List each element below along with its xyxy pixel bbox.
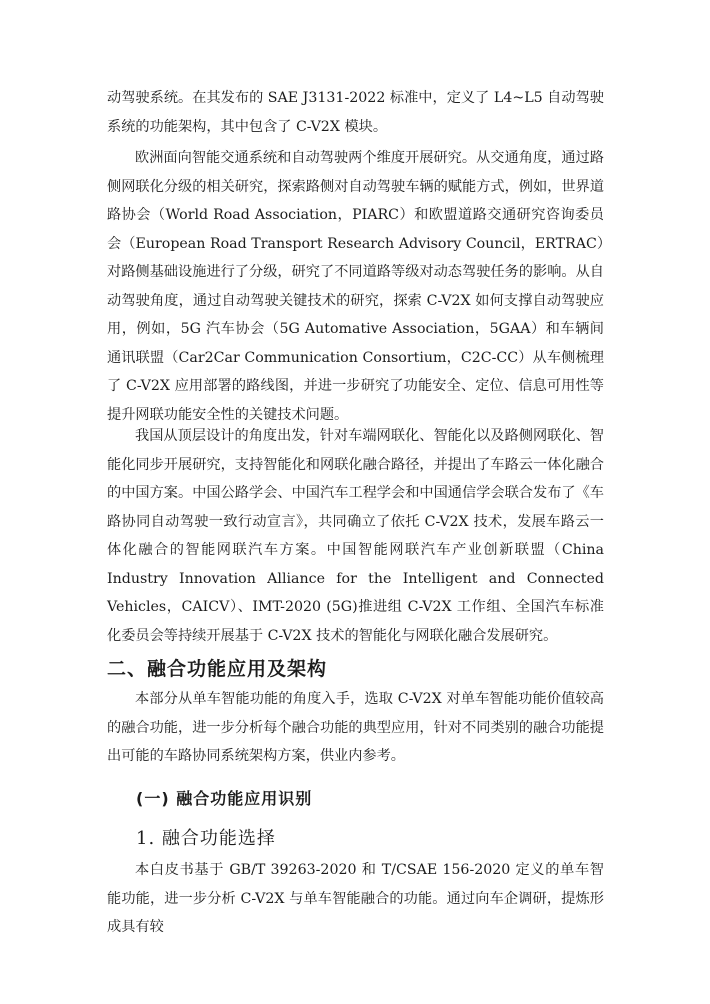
paragraph-china-approach: 我国从顶层设计的角度出发，针对车端网联化、智能化以及路侧网联化、智能化同步开展研究，支持智能化和网联化融合路径，并提出了车路云一体化融合的中国方案。中国公路学会、中国汽车工程学会和中国通信学会联合发布了《车路协同自动驾驶一致行动宣言》，共同确立了依托 C-V2X 技术，发展车路云一体化融合的智能网联汽车方案。中国智能网联汽车产业创新联盟（China Industry Innovation Alliance for the Intelligent and Connected Vehicles，CAICV）、IMT-2020 (5G)推进组 C-V2X 工作组、全国汽车标准化委员会等持续开展基于 C-V2X 技术的智能化与网联化融合发展研究。: [107, 428, 604, 644]
paragraph-sae-j3131: 动驾驶系统。在其发布的 SAE J3131-2022 标准中，定义了 L4~L5 自动驾驶系统的功能架构，其中包含了 C-V2X 模块。: [107, 90, 604, 135]
subsection-heading-identification: (一) 融合功能应用识别: [136, 789, 313, 808]
paragraph-europe-research: 欧洲面向智能交通系统和自动驾驶两个维度开展研究。从交通角度，通过路侧网联化分级的相关研究，探索路侧对自动驾驶车辆的赋能方式，例如，世界道路协会（World Road Association，PIARC）和欧盟道路交通研究咨询委员会（European Road Transport Research Advisory Council，ERTRAC）对路侧基础设施进行了分级，研究了不同道路等级对动态驾驶任务的影响。从自动驾驶角度，通过自动驾驶关键技术的研究，探索 C-V2X 如何支撑自动驾驶应用，例如，5G 汽车协会（5G Automative Association，5GAA）和车辆间通讯联盟（Car2Car Communication Consortium，C2C-CC）从车侧梳理了 C-V2X 应用部署的路线图，并进一步研究了功能安全、定位、信息可用性等提升网联功能安全性的关键技术问题。: [107, 150, 604, 423]
item-heading-function-selection: 1. 融合功能选择: [136, 828, 276, 849]
paragraph-section-intro: 本部分从单车智能功能的角度入手，选取 C-V2X 对单车智能功能价值较高的融合功能，进一步分析每个融合功能的典型应用，针对不同类别的融合功能提出可能的车路协同系统架构方案，供业内参考。: [107, 691, 604, 764]
section-heading-fusion-architecture: 二、融合功能应用及架构: [107, 658, 328, 680]
paragraph-whitepaper-basis: 本白皮书基于 GB/T 39263-2020 和 T/CSAE 156-2020 定义的单车智能功能，进一步分析 C-V2X 与单车智能融合的功能。通过向车企调研，提炼形成具有较: [107, 862, 604, 935]
